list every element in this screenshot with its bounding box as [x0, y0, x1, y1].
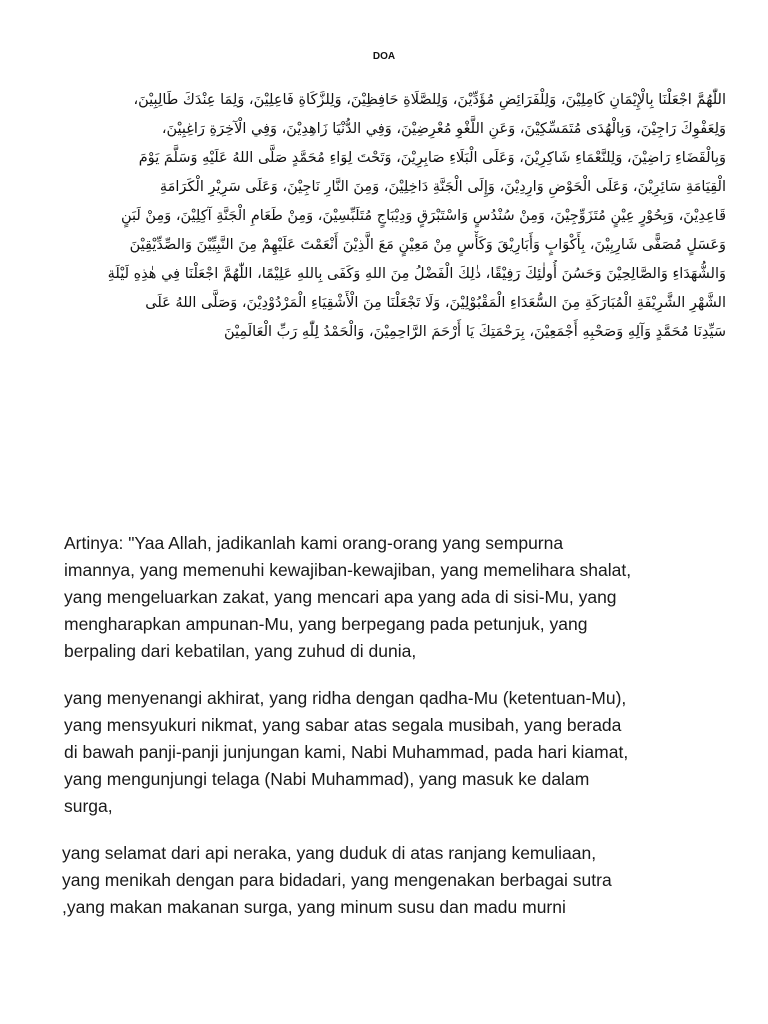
- translation-paragraph-1: [64, 530, 724, 665]
- arabic-line: وَلِعَفْوِكَ رَاجِيْنَ، وَبِالْهُدَى مُتَمَسِّكِيْنَ، وَعَنِ اللَّغْوِ مُعْرِضِيْنَ، وَفِي الدُّنْيَا زَاهِدِيْنَ، وَفِي الْآخِرَةِ رَاغِبِيْنَ،: [161, 121, 726, 137]
- translation-line: yang mengunjungi telaga (Nabi Muhammad), yang masuk ke dalam: [64, 769, 590, 789]
- arabic-line: وَعَسَلٍ مُصَفًّى شَارِبِيْنَ، بِأَكْوَابٍ وَأَبَارِيْقَ وَكَأْسٍ مِنْ مَعِيْنٍ مَعَ الَّذِيْنَ أَنْعَمْتَ عَلَيْهِمْ مِنَ النَّبِيِّيْنَ وَالصِّدِّيْقِيْنَ: [129, 237, 726, 253]
- arabic-prayer-text: [64, 86, 726, 347]
- translation-line: ,yang makan makanan surga, yang minum susu dan madu murni: [62, 897, 566, 917]
- translation-line: Artinya: "Yaa Allah, jadikanlah kami orang-orang yang sempurna: [64, 533, 564, 553]
- arabic-line: وَالشُّهَدَاءِ وَالصَّالِحِيْنَ وَحَسُنَ أُولٰئِكَ رَفِيْقًا، ذٰلِكَ الْفَضْلُ مِنَ اللهِ وَكَفَى بِاللهِ عَلِيْمًا، اللّٰهُمَّ اجْعَلْنَا فِي هٰذِهِ لَيْلَةِ: [107, 266, 726, 282]
- translation-paragraph-3: [62, 840, 722, 921]
- translation-line: yang selamat dari api neraka, yang duduk di atas ranjang kemuliaan,: [62, 843, 597, 863]
- translation-line: berpaling dari kebatilan, yang zuhud di dunia,: [64, 641, 417, 661]
- translation-line: surga,: [64, 796, 113, 816]
- translation-line: di bawah panji-panji junjungan kami, Nabi Muhammad, pada hari kiamat,: [64, 742, 629, 762]
- translation-line: yang menikah dengan para bidadari, yang mengenakan berbagai sutra: [62, 870, 612, 890]
- arabic-line: الشَّهْرِ الشَّرِيْفَةِ الْمُبَارَكَةِ مِنَ السُّعَدَاءِ الْمَقْبُوْلِيْنَ، وَلَا تَجْعَلْنَا مِنَ الْأَشْقِيَاءِ الْمَرْدُوْدِيْنَ، وَصَلَّى اللهُ عَلَى: [145, 295, 726, 311]
- translation-paragraph-2: [64, 685, 724, 820]
- translation-line: mengharapkan ampunan-Mu, yang berpegang pada petunjuk, yang: [64, 614, 588, 634]
- translation-line: yang mensyukuri nikmat, yang sabar atas segala musibah, yang berada: [64, 715, 622, 735]
- translation-line: imannya, yang memenuhi kewajiban-kewajiban, yang memelihara shalat,: [64, 560, 632, 580]
- arabic-line: قَاعِدِيْنَ، وَبِحُوْرٍ عِيْنٍ مُتَزَوِّجِيْنَ، وَمِنْ سُنْدُسٍ وَاسْتَبْرَقٍ وَدِيْبَاجٍ مُتَلَبِّسِيْنَ، وَمِنْ طَعَامِ الْجَنَّةِ آكِلِيْنَ، وَمِنْ لَبَنٍ: [120, 208, 726, 224]
- translation-line: yang menyenangi akhirat, yang ridha dengan qadha-Mu (ketentuan-Mu),: [64, 688, 627, 708]
- arabic-line: اللّٰهُمَّ اجْعَلْنَا بِالْإِيْمَانِ كَامِلِيْنَ، وَلِلْفَرَائِضِ مُؤَدِّيْنَ، وَلِلصَّلَاةِ حَافِظِيْنَ، وَلِلزَّكَاةِ فَاعِلِيْنَ، وَلِمَا عِنْدَكَ طَالِبِيْنَ،: [133, 92, 726, 108]
- document-title: DOA: [372, 51, 396, 62]
- arabic-line: الْقِيَامَةِ سَائِرِيْنَ، وَعَلَى الْحَوْضِ وَارِدِيْنَ، وَإِلَى الْجَنَّةِ دَاخِلِيْنَ، وَمِنَ النَّارِ نَاجِيْنَ، وَعَلَى سَرِيْرِ الْكَرَامَةِ: [159, 179, 726, 195]
- translation-line: yang mengeluarkan zakat, yang mencari apa yang ada di sisi-Mu, yang: [64, 587, 617, 607]
- arabic-line: وَبِالْقَضَاءِ رَاضِيْنَ، وَلِلنَّعْمَاءِ شَاكِرِيْنَ، وَعَلَى الْبَلَاءِ صَابِرِيْنَ، وَتَحْتَ لِوَاءِ مُحَمَّدٍ صَلَّى اللهُ عَلَيْهِ وَسَلَّمَ يَوْمَ: [138, 150, 726, 166]
- arabic-line: سَيِّدِنَا مُحَمَّدٍ وَآلِهِ وَصَحْبِهِ أَجْمَعِيْنَ، بِرَحْمَتِكَ يَا أَرْحَمَ الرَّاحِمِيْنَ، وَالْحَمْدُ لِلّٰهِ رَبِّ الْعَالَمِيْنَ: [223, 324, 726, 340]
